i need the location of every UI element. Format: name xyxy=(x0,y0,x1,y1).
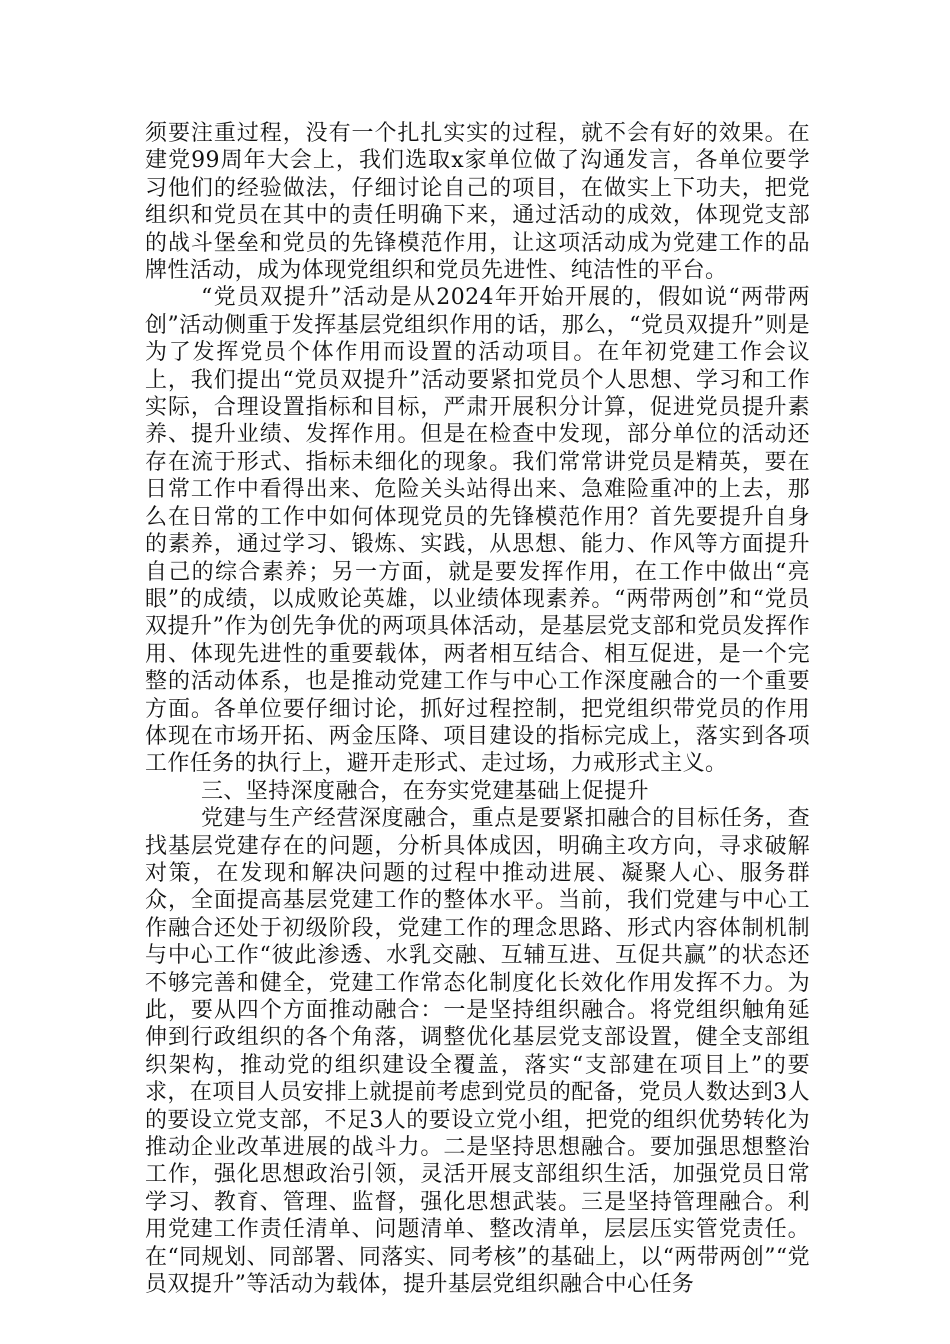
paragraph-deep-integration: 党建与生产经营深度融合，重点是要紧扣融合的目标任务，查找基层党建存在的问题，分析具体成因，明确主攻方向，寻求破解对策，在发现和解决问题的过程中推动进展、凝聚人心、服务群众，全面提高基层党建工作的整体水平。当前，我们党建与中心工作融合还处于初级阶段，党建工作的理念思路、形式内容体制机制与中心工作“彼此渗透、水乳交融、互辅互进、互促共赢”的状态还不够完善和健全，党建工作常态化制度化长效化作用发挥不力。为此，要从四个方面推动融合：一是坚持组织融合。将党组织触角延伸到行政组织的各个角落，调整优化基层党支部设置，健全支部组织架构，推动党的组织建设全覆盖，落实“支部建在项目上”的要求，在项目人员安排上就提前考虑到党员的配备，党员人数达到3人的要设立党支部，不足3人的要设立党小组，把党的组织优势转化为推动企业改革进展的战斗力。二是坚持思想融合。要加强思想整治工作，强化思想政治引领，灵活开展支部组织生活，加强党员日常学习、教育、管理、监督，强化思想武装。三是坚持管理融合。利用党建工作责任清单、问题清单、整改清单，层层压实管党责任。在“同规划、同部署、同落实、同考核”的基础上，以“两带两创”“党员双提升”等活动为载体，提升基层党组织融合中心任务 xyxy=(145,806,810,1298)
document-page xyxy=(145,120,810,1298)
section-heading-three: 三、坚持深度融合，在夯实党建基础上促提升 xyxy=(201,778,650,804)
paragraph-continuation: 须要注重过程，没有一个扎扎实实的过程，就不会有好的效果。在建党99周年大会上，我们选取x家单位做了沟通发言，各单位要学习他们的经验做法，仔细讨论自己的项目，在做实上下功夫，把党组织和党员在其中的责任明确下来，通过活动的成效，体现党支部的战斗堡垒和党员的先锋模范作用，让这项活动成为党建工作的品牌性活动，成为体现党组织和党员先进性、纯洁性的平台。 xyxy=(145,121,810,284)
paragraph-party-member-double-promotion: “党员双提升”活动是从2024年开始开展的，假如说“两带两创”活动侧重于发挥基层党组织作用的话，那么，“党员双提升”则是为了发挥党员个体作用而设置的活动项目。在年初党建工作会议上，我们提出“党员双提升”活动要紧扣党员个人思想、学习和工作实际，合理设置指标和目标，严肃开展积分计算，促进党员提升素养、提升业绩、发挥作用。但是在检查中发现，部分单位的活动还存在流于形式、指标未细化的现象。我们常常讲党员是精英，要在日常工作中看得出来、危险关头站得出来、急难险重冲的上去，那么在日常的工作中如何体现党员的先锋模范作用？首先要提升自身的素养，通过学习、锻炼、实践，从思想、能力、作风等方面提升自己的综合素养；另一方面，就是要发挥作用，在工作中做出“亮眼”的成绩，以成败论英雄，以业绩体现素养。“两带两创”和“党员双提升”作为创先争优的两项具体活动，是基层党支部和党员发挥作用、体现先进性的重要载体，两者相互结合、相互促进，是一个完整的活动体系，也是推动党建工作与中心工作深度融合的一个重要方面。各单位要仔细讨论，抓好过程控制，把党组织带党员的作用体现在市场开拓、两金压降、项目建设的指标完成上，落实到各项工作任务的执行上，避开走形式、走过场，力戒形式主义。 xyxy=(145,285,810,777)
